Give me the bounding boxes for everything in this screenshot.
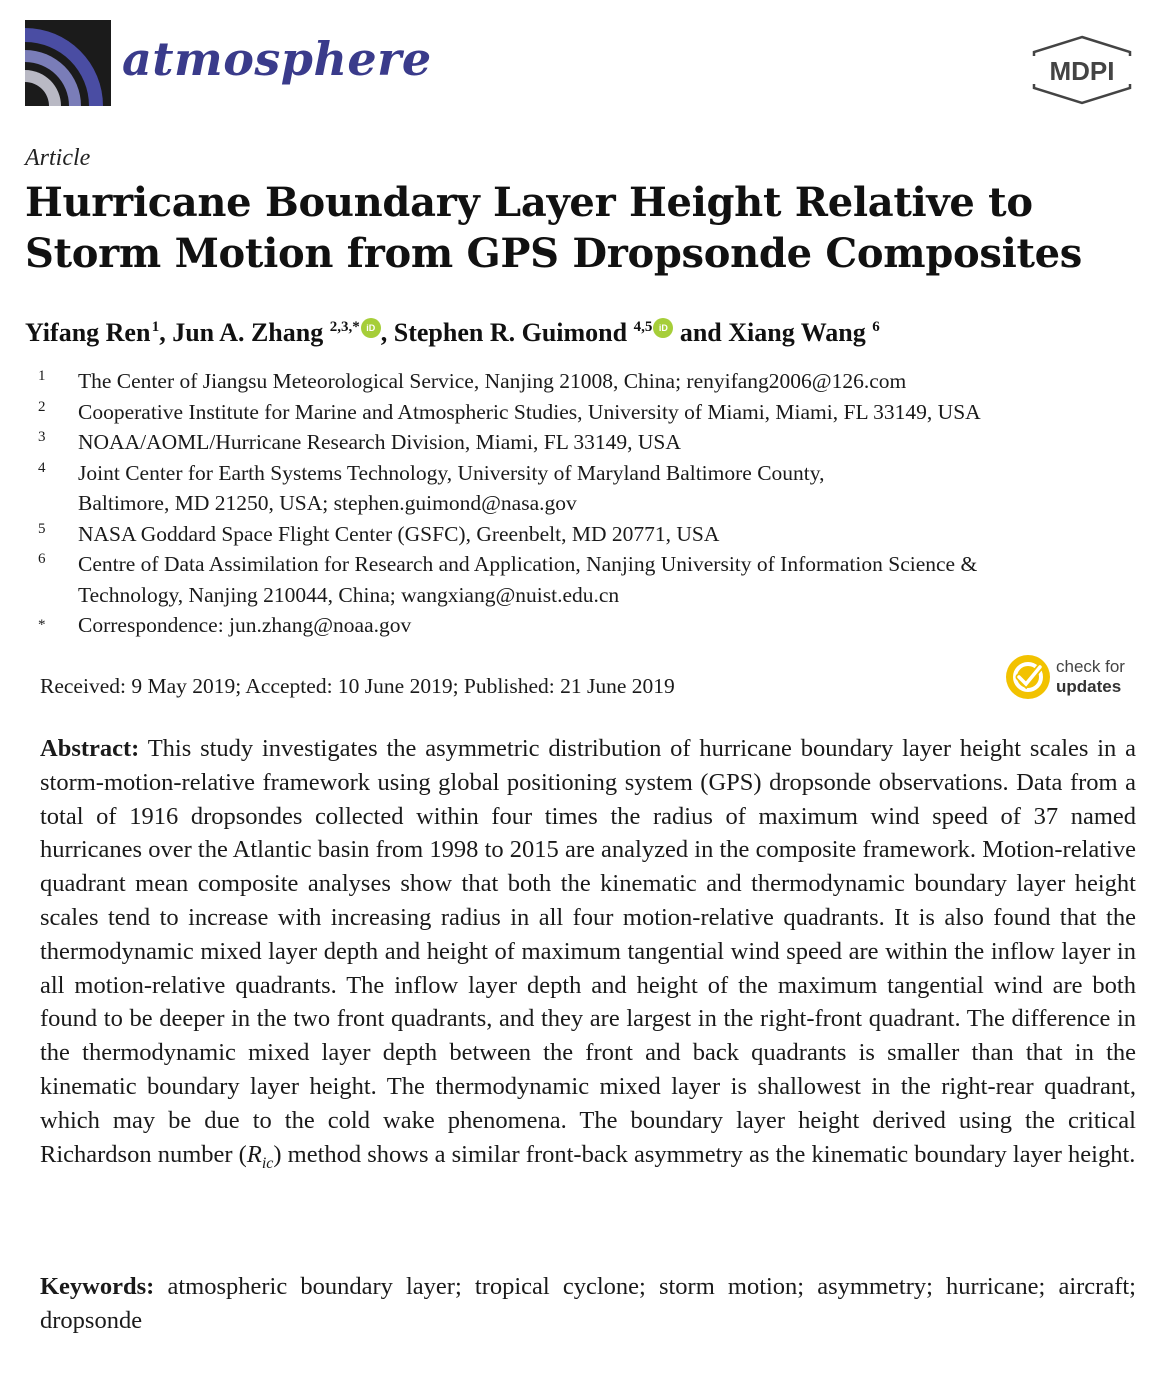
correspondence-text: Correspondence: jun.zhang@noaa.gov — [78, 613, 412, 637]
check-updates-line2: updates — [1056, 677, 1122, 696]
affiliation-number: 6 — [38, 551, 46, 567]
author-affil: 2,3,* — [329, 319, 360, 335]
page-title: Hurricane Boundary Layer Height Relative to Storm Motion from GPS Dropsonde Composites — [25, 179, 1083, 277]
affiliation-number: 3 — [38, 429, 46, 445]
author-name[interactable]: Xiang Wang — [728, 318, 866, 347]
keywords — [40, 1270, 1136, 1338]
author-separator: , — [159, 318, 173, 347]
journal-name[interactable]: atmosphere — [122, 32, 432, 86]
affiliation-number: 1 — [38, 368, 46, 384]
page-header — [0, 0, 1170, 115]
affiliation-item — [38, 458, 1138, 489]
affiliation-continuation — [38, 580, 1138, 611]
author-affil: 1 — [151, 319, 160, 335]
affiliation-text: Technology, Nanjing 210044, China; wangxiang@nuist.edu.cn — [78, 582, 620, 607]
author-affil: 4,5 — [633, 319, 653, 335]
affiliation-item — [38, 366, 1138, 397]
affiliation-list — [38, 366, 1138, 641]
orcid-icon[interactable]: iD — [653, 318, 673, 338]
richardson-symbol: R — [246, 1140, 262, 1168]
affiliation-text: NOAA/AOML/Hurricane Research Division, Miami, FL 33149, USA — [78, 430, 681, 454]
affiliation-number: 4 — [38, 459, 46, 476]
affiliation-text: Cooperative Institute for Marine and Atmospheric Studies, University of Miami, Miami, FL 33149, USA — [78, 399, 981, 424]
author-name[interactable]: Stephen R. Guimond — [393, 318, 628, 347]
abstract-text-end: ) method shows a similar front-back asymmetry as the kinematic boundary layer height. — [273, 1140, 1136, 1168]
abstract — [40, 732, 1136, 1180]
mdpi-logo-text: MDPI — [1049, 56, 1115, 86]
abstract-label: Abstract: — [40, 735, 140, 762]
mdpi-logo-icon[interactable] — [1028, 34, 1136, 106]
author-affil: 6 — [872, 319, 880, 335]
keywords-label: Keywords: — [40, 1273, 155, 1300]
author-list — [25, 318, 1145, 348]
author-name[interactable]: Yifang Ren — [25, 318, 151, 347]
affiliation-item — [38, 427, 1138, 458]
journal-logo-icon — [25, 20, 111, 106]
affiliation-text: Joint Center for Earth Systems Technology, University of Maryland Baltimore County, — [78, 460, 825, 485]
check-for-updates-button[interactable] — [1006, 655, 1146, 701]
check-updates-line1: check for — [1056, 657, 1125, 676]
keywords-text: atmospheric boundary layer; tropical cyclone; storm motion; asymmetry; hurricane; aircraft; dropsonde — [40, 1273, 1136, 1334]
author-separator: , — [380, 318, 394, 347]
richardson-subscript: ic — [261, 1154, 274, 1172]
author-separator: and — [673, 318, 729, 347]
affiliation-item — [38, 549, 1138, 580]
correspondence-item — [38, 610, 1138, 641]
affiliation-text: The Center of Jiangsu Meteorological Service, Nanjing 21008, China; renyifang2006@126.com — [78, 369, 907, 393]
affiliation-number: * — [38, 617, 46, 633]
affiliation-text: Centre of Data Assimilation for Research and Application, Nanjing University of Information Science & — [78, 552, 978, 576]
affiliation-text: NASA Goddard Space Flight Center (GSFC), Greenbelt, MD 20771, USA — [78, 521, 720, 546]
affiliation-number: 5 — [38, 520, 46, 537]
check-updates-label — [1056, 657, 1125, 697]
author-name[interactable]: Jun A. Zhang — [172, 318, 324, 347]
check-badge-icon — [1006, 655, 1050, 699]
abstract-text: This study investigates the asymmetric distribution of hurricane boundary layer height scales in a storm-motion-relative framework using global positioning system (GPS) dropsonde observations. Data from a total of 1916 dropsondes collected within four times the radius of maximum wind speed of 37 named hurricanes over the Atlantic basin from 1998 to 2015 are analyzed in the composite framework. Motion-relative quadrant mean composite analyses show that both the kinematic and thermodynamic boundary layer height scales tend to increase with increasing radius in all four motion-relative quadrants. It is also found that the thermodynamic mixed layer depth and height of maximum tangential wind speed are within the inflow layer in all motion-relative quadrants. The inflow layer depth and height of the maximum tangential wind are both found to be deeper in the two front quadrants, and they are largest in the right-front quadrant. The difference in the thermodynamic mixed layer depth between the front and back quadrants is smaller than that in the kinematic boundary layer height. The thermodynamic mixed layer is shallowest in the right-rear quadrant, which may be due to the cold wake phenomena. The boundary layer height derived using the critical Richardson number ( — [40, 735, 1136, 1168]
orcid-icon[interactable]: iD — [361, 318, 381, 338]
affiliation-continuation — [38, 488, 1138, 519]
affiliation-number: 2 — [38, 398, 46, 415]
article-type: Article — [25, 145, 91, 171]
affiliation-item — [38, 397, 1138, 428]
publication-dates: Received: 9 May 2019; Accepted: 10 June 2019; Published: 21 June 2019 — [40, 674, 675, 698]
affiliation-text: Baltimore, MD 21250, USA; stephen.guimond@nasa.gov — [78, 491, 577, 515]
affiliation-item — [38, 519, 1138, 550]
